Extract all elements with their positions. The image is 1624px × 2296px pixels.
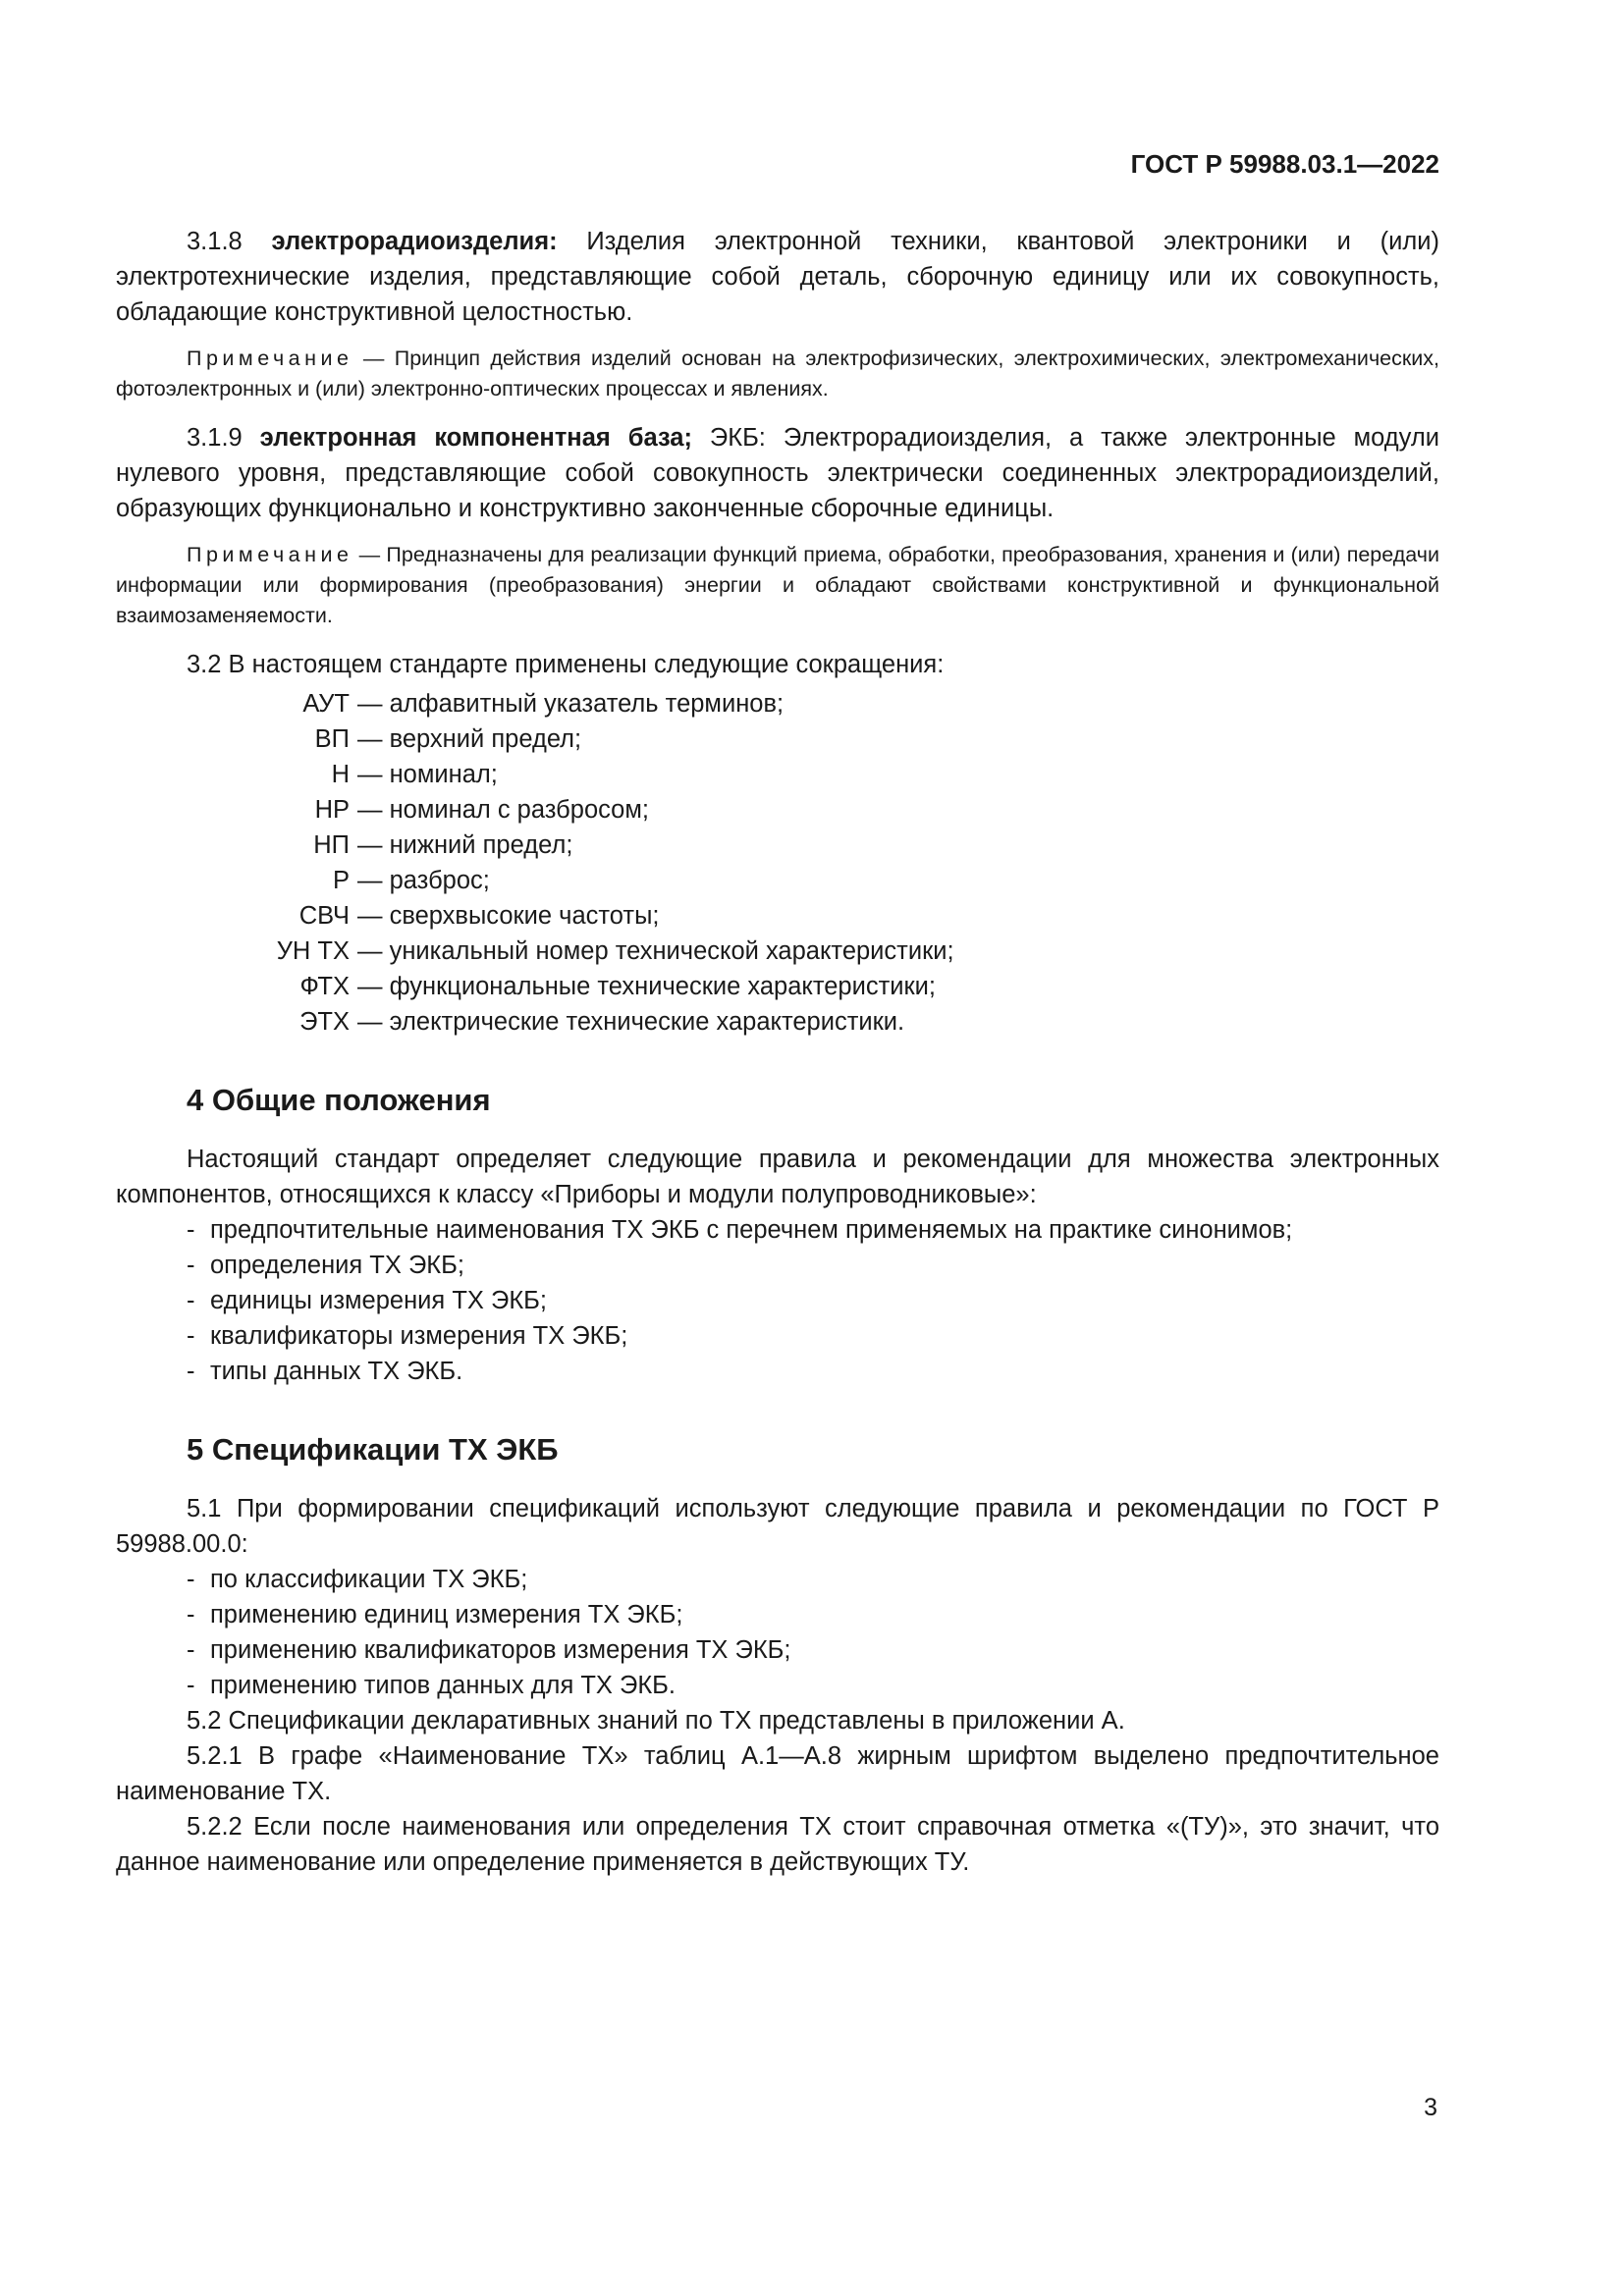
- list-item: - применению квалификаторов измерения ТХ ЭКБ;: [187, 1636, 791, 1664]
- abbreviation-key: ЭТХ: [299, 1008, 350, 1036]
- section-4-heading: 4 Общие положения: [187, 1083, 491, 1117]
- abbreviation-row: [116, 828, 1439, 863]
- page-content: [116, 224, 1439, 1880]
- abbreviation-row: [116, 969, 1439, 1004]
- abbreviation-value: — номинал;: [357, 761, 498, 788]
- section-4-list: [116, 1212, 1439, 1389]
- abbreviation-key: Н: [331, 761, 350, 788]
- note-text: — Принцип действия изделий основан на электрофизических, электрохимических, электромеханических, фотоэлектронных и (или) электронно-оптических процессах и явлениях.: [116, 347, 1439, 400]
- abbreviation-value: — сверхвысокие частоты;: [357, 902, 660, 930]
- abbreviations-list: [116, 686, 1439, 1040]
- abbreviation-value: — электрические технические характеристики.: [357, 1008, 905, 1036]
- definition-text: Изделия электронной техники, квантовой электроники и (или) электротехнические изделия, представляющие собой деталь, сборочную единицу или их совокупность, обладающие конструктивной целостностью.: [116, 228, 1439, 326]
- abbreviation-value: — нижний предел;: [357, 831, 573, 859]
- note-3-1-8: [116, 344, 1439, 404]
- note-label: Примечание: [187, 347, 353, 370]
- abbreviation-key: НП: [313, 831, 350, 859]
- note-text: — Предназначены для реализации функций приема, обработки, преобразования, хранения и (или) передачи информации или формирования (преобразования) энергии и обладают свойствами конструктивной и функциональной взаимозаменяемости.: [116, 543, 1439, 627]
- abbreviation-key: Р: [332, 867, 350, 894]
- abbreviation-key: ВП: [314, 725, 350, 753]
- abbreviation-row: [116, 863, 1439, 898]
- note-3-1-9: [116, 540, 1439, 631]
- abbreviation-value: — алфавитный указатель терминов;: [357, 690, 785, 718]
- list-item: - определения ТХ ЭКБ;: [187, 1252, 464, 1279]
- definition-term: электрорадиоизделия:: [271, 228, 558, 255]
- abbreviation-row: [116, 721, 1439, 757]
- section-5-heading: 5 Спецификации ТХ ЭКБ: [187, 1432, 559, 1467]
- abbreviation-key: АУТ: [302, 690, 350, 718]
- abbreviation-row: [116, 898, 1439, 934]
- note-label: Примечание: [187, 543, 353, 566]
- list-item: - единицы измерения ТХ ЭКБ;: [187, 1287, 547, 1314]
- list-item: - квалификаторы измерения ТХ ЭКБ;: [187, 1322, 628, 1350]
- paragraph-5-2-1: 5.2.1 В графе «Наименование ТХ» таблиц А.1—А.8 жирным шрифтом выделено предпочтительное наименование ТХ.: [116, 1742, 1439, 1805]
- abbreviation-key: СВЧ: [298, 902, 350, 930]
- definition-term: электронная компонентная база;: [259, 424, 692, 452]
- section-5-list: [116, 1562, 1439, 1703]
- paragraph-5-2: 5.2 Спецификации декларативных знаний по ТХ представлены в приложении А.: [187, 1707, 1125, 1735]
- abbreviations-intro: 3.2 В настоящем стандарте применены следующие сокращения:: [187, 651, 945, 678]
- abbreviation-row: [116, 686, 1439, 721]
- list-item: - применению типов данных для ТХ ЭКБ.: [187, 1672, 677, 1699]
- abbreviation-key: УН ТХ: [276, 937, 350, 965]
- abbreviation-value: — уникальный номер технической характеристики;: [357, 937, 954, 965]
- list-item: - предпочтительные наименования ТХ ЭКБ с перечнем применяемых на практике синонимов;: [187, 1216, 1293, 1244]
- section-4-intro: Настоящий стандарт определяет следующие правила и рекомендации для множества электронных компонентов, относящихся к классу «Приборы и модули полупроводниковые»:: [116, 1146, 1439, 1208]
- abbreviation-value: — разброс;: [357, 867, 490, 894]
- list-item: - применению единиц измерения ТХ ЭКБ;: [187, 1601, 683, 1629]
- abbreviation-key: ФТХ: [299, 973, 350, 1000]
- abbreviation-key: НР: [314, 796, 350, 824]
- abbreviation-row: [116, 757, 1439, 792]
- abbreviation-value: — функциональные технические характеристики;: [357, 973, 936, 1000]
- abbreviation-value: — номинал с разбросом;: [357, 796, 649, 824]
- paragraph-5-2-2: 5.2.2 Если после наименования или определения ТХ стоит справочная отметка «(ТУ)», это значит, что данное наименование или определение применяется в действующих ТУ.: [116, 1813, 1439, 1876]
- abbreviation-row: [116, 1004, 1439, 1040]
- paragraph-5-1: 5.1 При формировании спецификаций используют следующие правила и рекомендации по ГОСТ Р 59988.00.0:: [116, 1495, 1439, 1558]
- abbreviation-value: — верхний предел;: [357, 725, 582, 753]
- page-number: 3: [1424, 2094, 1437, 2121]
- definition-number: 3.1.9: [187, 424, 260, 452]
- definition-3-1-9: [116, 420, 1439, 526]
- list-item: - типы данных ТХ ЭКБ.: [187, 1358, 463, 1385]
- definition-text: ЭКБ: Электрорадиоизделия, а также электронные модули нулевого уровня, представляющие собой совокупность электрически соединенных электрорадиоизделий, образующих функционально и конструктивно законченные сборочные единицы.: [116, 424, 1439, 522]
- abbreviation-row: [116, 792, 1439, 828]
- definition-number: 3.1.8: [187, 228, 272, 255]
- definition-3-1-8: [116, 224, 1439, 330]
- abbreviation-row: [116, 934, 1439, 969]
- list-item: - по классификации ТХ ЭКБ;: [187, 1566, 528, 1593]
- standard-code: ГОСТ Р 59988.03.1—2022: [1130, 149, 1439, 179]
